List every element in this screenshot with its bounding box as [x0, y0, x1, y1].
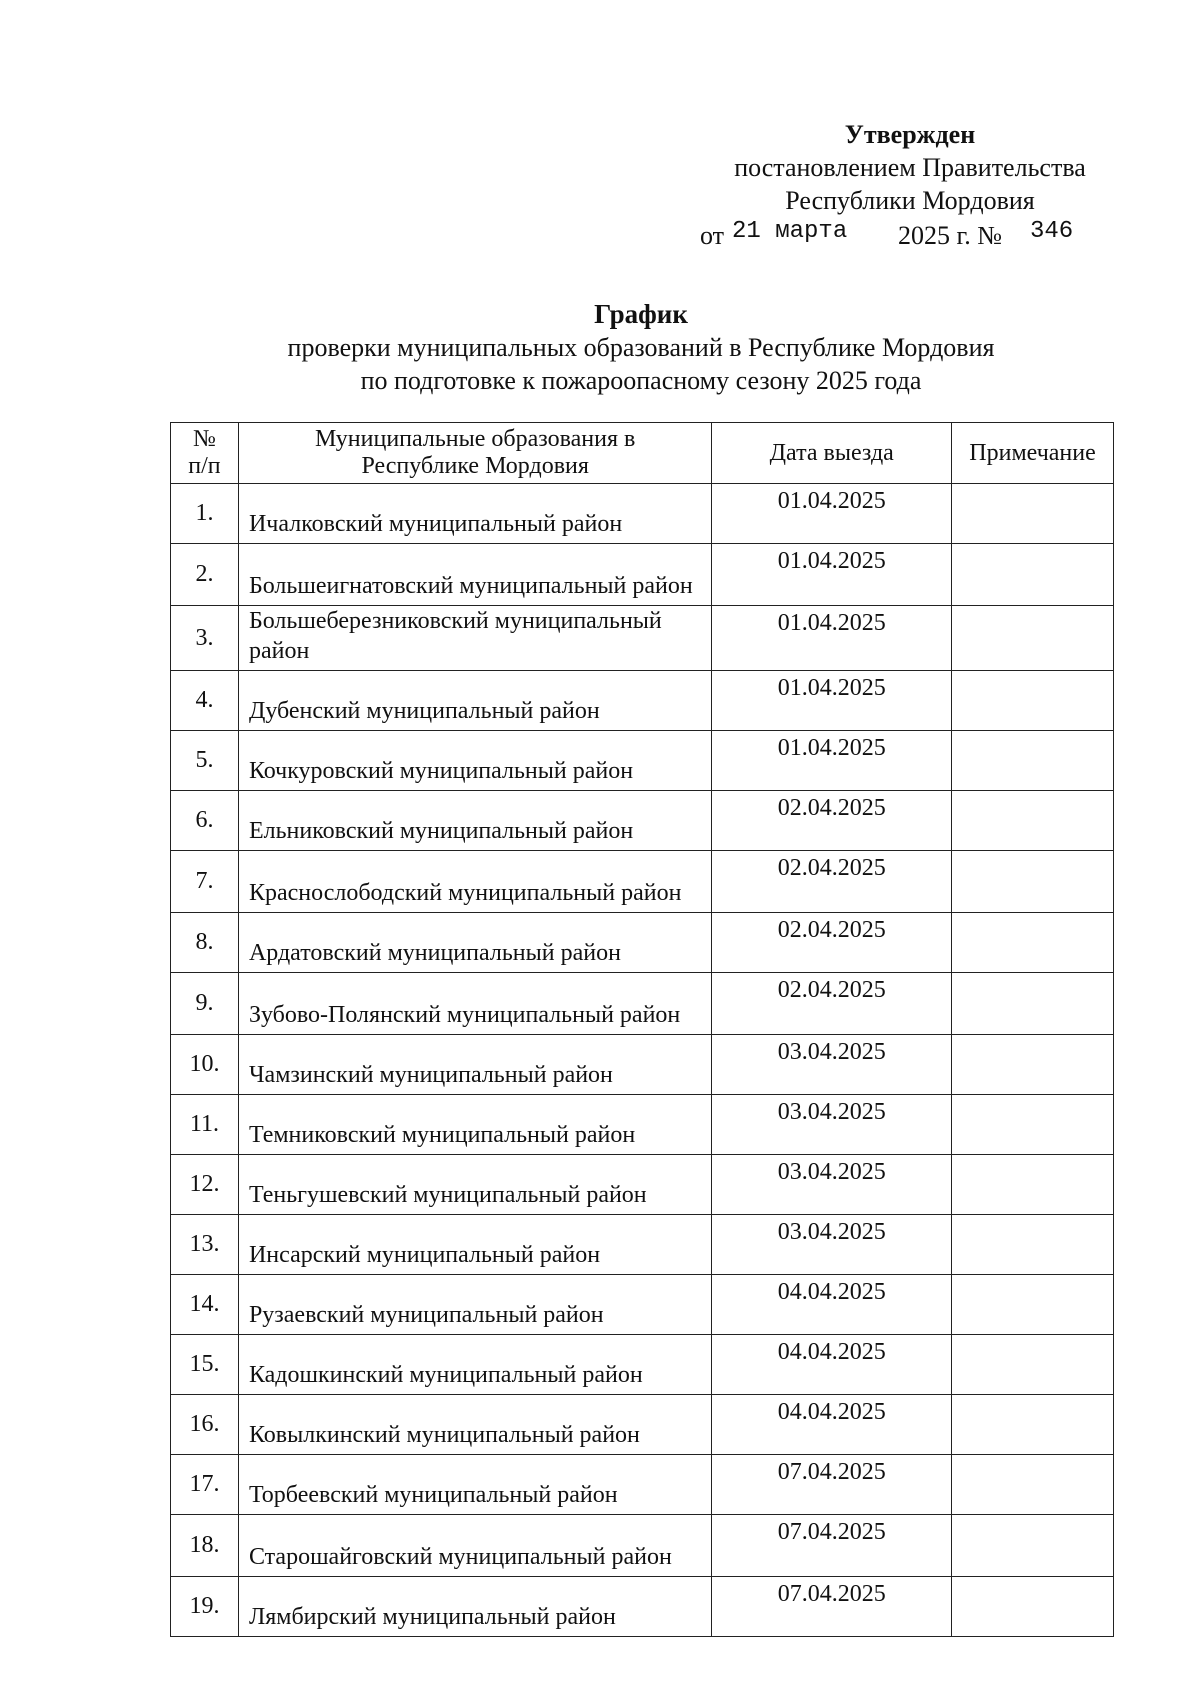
municipality-name: Ичалковский муниципальный район	[238, 484, 711, 544]
row-number: 14.	[171, 1275, 239, 1335]
note-cell	[952, 791, 1114, 851]
table-row	[171, 1577, 1114, 1637]
departure-date: 01.04.2025	[712, 544, 952, 606]
table-body	[171, 484, 1114, 1637]
note-cell	[952, 1455, 1114, 1515]
departure-date: 04.04.2025	[712, 1335, 952, 1395]
municipality-name: Краснослободский муниципальный район	[238, 851, 711, 913]
table-row	[171, 484, 1114, 544]
approval-year: 2025 г. №	[898, 221, 1003, 250]
row-number: 18.	[171, 1515, 239, 1577]
municipality-name: Кадошкинский муниципальный район	[238, 1335, 711, 1395]
municipality-name: Большеберезниковский муниципальный район	[238, 606, 711, 671]
table-row	[171, 1095, 1114, 1155]
departure-date: 01.04.2025	[712, 731, 952, 791]
departure-date: 03.04.2025	[712, 1215, 952, 1275]
schedule-table	[170, 422, 1114, 1637]
header-note: Примечание	[952, 423, 1114, 484]
municipality-name: Зубово-Полянский муниципальный район	[238, 973, 711, 1035]
table-row	[171, 1515, 1114, 1577]
departure-date: 07.04.2025	[712, 1515, 952, 1577]
row-number: 10.	[171, 1035, 239, 1095]
row-number: 15.	[171, 1335, 239, 1395]
row-number: 2.	[171, 544, 239, 606]
municipality-name: Темниковский муниципальный район	[238, 1095, 711, 1155]
municipality-name: Ковылкинский муниципальный район	[238, 1395, 711, 1455]
row-number: 12.	[171, 1155, 239, 1215]
note-cell	[952, 1215, 1114, 1275]
table-row	[171, 791, 1114, 851]
table-row	[171, 1155, 1114, 1215]
row-number: 4.	[171, 671, 239, 731]
row-number: 16.	[171, 1395, 239, 1455]
note-cell	[952, 484, 1114, 544]
row-number: 19.	[171, 1577, 239, 1637]
note-cell	[952, 1395, 1114, 1455]
note-cell	[952, 973, 1114, 1035]
municipality-name: Теньгушевский муниципальный район	[238, 1155, 711, 1215]
approval-line-1: постановлением Правительства	[734, 153, 1086, 182]
departure-date: 03.04.2025	[712, 1155, 952, 1215]
departure-date: 01.04.2025	[712, 484, 952, 544]
table-row	[171, 1395, 1114, 1455]
row-number: 3.	[171, 606, 239, 671]
table-row	[171, 606, 1114, 671]
departure-date: 07.04.2025	[712, 1455, 952, 1515]
header-date: Дата выезда	[712, 423, 952, 484]
header-num: № п/п	[171, 423, 239, 484]
departure-date: 02.04.2025	[712, 913, 952, 973]
note-cell	[952, 1035, 1114, 1095]
municipality-name: Инсарский муниципальный район	[238, 1215, 711, 1275]
table-row	[171, 1335, 1114, 1395]
note-cell	[952, 1275, 1114, 1335]
note-cell	[952, 913, 1114, 973]
note-cell	[952, 851, 1114, 913]
municipality-name: Кочкуровский муниципальный район	[238, 731, 711, 791]
row-number: 13.	[171, 1215, 239, 1275]
table-row	[171, 1035, 1114, 1095]
note-cell	[952, 671, 1114, 731]
note-cell	[952, 1095, 1114, 1155]
municipality-name: Дубенский муниципальный район	[238, 671, 711, 731]
table-row	[171, 973, 1114, 1035]
title-line-2: по подготовке к пожароопасному сезону 2025 года	[360, 366, 922, 395]
municipality-name: Лямбирский муниципальный район	[238, 1577, 711, 1637]
departure-date: 02.04.2025	[712, 791, 952, 851]
table-header-row	[171, 423, 1114, 484]
municipality-name: Торбеевский муниципальный район	[238, 1455, 711, 1515]
departure-date: 07.04.2025	[712, 1577, 952, 1637]
approval-block	[700, 118, 1120, 253]
approval-date: 21 марта	[732, 218, 848, 245]
row-number: 8.	[171, 913, 239, 973]
departure-date: 04.04.2025	[712, 1275, 952, 1335]
note-cell	[952, 1577, 1114, 1637]
table-row	[171, 731, 1114, 791]
title-heading: График	[594, 299, 688, 329]
row-number: 7.	[171, 851, 239, 913]
departure-date: 03.04.2025	[712, 1095, 952, 1155]
table-row	[171, 1215, 1114, 1275]
municipality-name: Большеигнатовский муниципальный район	[238, 544, 711, 606]
table-row	[171, 851, 1114, 913]
note-cell	[952, 606, 1114, 671]
municipality-name: Ельниковский муниципальный район	[238, 791, 711, 851]
table-row	[171, 913, 1114, 973]
municipality-name: Старошайговский муниципальный район	[238, 1515, 711, 1577]
document-title	[168, 298, 1114, 397]
note-cell	[952, 731, 1114, 791]
title-line-1: проверки муниципальных образований в Республике Мордовия	[287, 333, 995, 362]
approval-number: 346	[1030, 218, 1074, 245]
departure-date: 02.04.2025	[712, 973, 952, 1035]
note-cell	[952, 1155, 1114, 1215]
table-row	[171, 671, 1114, 731]
departure-date: 02.04.2025	[712, 851, 952, 913]
row-number: 5.	[171, 731, 239, 791]
municipality-name: Ардатовский муниципальный район	[238, 913, 711, 973]
municipality-name: Рузаевский муниципальный район	[238, 1275, 711, 1335]
approval-line-2: Республики Мордовия	[785, 186, 1035, 215]
header-name: Муниципальные образования в Республике Мордовия	[238, 423, 711, 484]
table-row	[171, 544, 1114, 606]
departure-date: 01.04.2025	[712, 606, 952, 671]
note-cell	[952, 1335, 1114, 1395]
approval-heading: Утвержден	[844, 120, 976, 149]
municipality-name: Чамзинский муниципальный район	[238, 1035, 711, 1095]
row-number: 9.	[171, 973, 239, 1035]
departure-date: 01.04.2025	[712, 671, 952, 731]
approval-dateline	[700, 217, 1120, 253]
date-prefix: от	[700, 221, 725, 250]
table-row	[171, 1455, 1114, 1515]
row-number: 11.	[171, 1095, 239, 1155]
table-row	[171, 1275, 1114, 1335]
row-number: 17.	[171, 1455, 239, 1515]
departure-date: 03.04.2025	[712, 1035, 952, 1095]
note-cell	[952, 1515, 1114, 1577]
row-number: 6.	[171, 791, 239, 851]
departure-date: 04.04.2025	[712, 1395, 952, 1455]
row-number: 1.	[171, 484, 239, 544]
note-cell	[952, 544, 1114, 606]
